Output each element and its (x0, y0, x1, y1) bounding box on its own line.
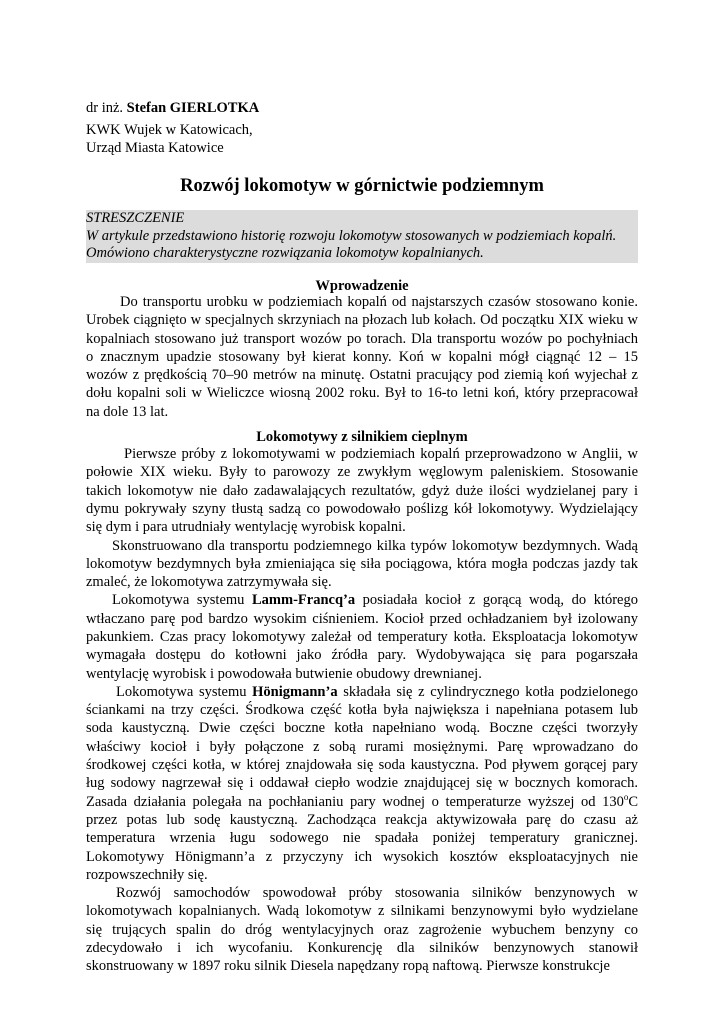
bold-term: Hönigmann’a (252, 683, 338, 700)
text-line: takich lokomotyw nie dało zadawalających rezultatów, gdyż duże ilości wydzielanej pary i (86, 482, 638, 499)
text-line: soda kaustyczną. Dwie części boczne kotła napełniano wodą. Boczne części tworzyły (86, 720, 638, 737)
text-line: ściankami na trzy części. Środkowa część kotła była największa i napełniana potasem lub (86, 702, 638, 719)
bold-term: Lamm-Francq’a (252, 592, 356, 609)
text-line: skonstruowany w 1897 roku silnik Diesela napędzany ropą naftową. Pierwsze konstrukcje (86, 958, 610, 975)
text-line: wentylację wyrobisk i powodowała butwienie obudowy drewnianej. (86, 665, 482, 682)
text-line: Rozwój samochodów spowodował próby stosowania silników benzynowych w (116, 885, 638, 902)
text-line: ług sodowy nagrzewał się i oddawał ciepło wodzie znajdującej się w bocznych komorach. (86, 775, 638, 792)
text-line: Lokomotywy Hönigmann’a z przyczyny ich wysokich kosztów eksploatacyjnych nie (86, 848, 638, 865)
text-line: wtłaczano parę pod bardzo wysokim ciśnieniem. Kocioł przed ochładzaniem był izolowany (86, 610, 638, 627)
abstract-box (86, 210, 638, 263)
text-line: wozów z prędkością 70–90 metrów na minutę. Ostatni pracujący pod ziemią koń wyjechał z (86, 367, 638, 384)
text-line: się trujących spalin do dróg wentylacyjnych oraz zagrożenie wybuchem benzyny co (86, 921, 638, 938)
paragraph (86, 591, 638, 682)
text-line: Lokomotywa systemu Hönigmann’a składała się z cylindrycznego kotła podzielonego (116, 683, 638, 700)
author-line (86, 99, 259, 118)
author-name: Stefan GIERLOTKA (126, 100, 260, 116)
section-heading: Wprowadzenie (315, 278, 409, 294)
paragraph (86, 445, 638, 536)
paragraph (86, 683, 638, 884)
text-line: kopalniach stosowano już transport wozów po torach. Dla transportu wozów po pochyłniach (86, 330, 638, 347)
section-heading: Lokomotywy z silnikiem cieplnym (256, 429, 468, 445)
text-line: Pierwsze próby z lokomotywami w podziemiach kopalń przeprowadzono w Anglii, w (124, 446, 638, 462)
text-line: o znacznym upadzie stosowany był kierat konny. Koń w kopalni mógł ciągnąć 12 – 15 (86, 348, 638, 365)
text-line: Urobek ciągnięto w specjalnych skrzyniach na płozach lub kołach. Od początku XIX wieku w (86, 312, 638, 329)
text-line: właściwy kocioł i były połączone z sobą rurami mosiężnymi. Parę wprowadzano do (86, 738, 638, 755)
text-line: dymu pokrywały szyny tłustą sadzą co powodowało poślizg kół lokomotywy. Wydzielający (86, 500, 638, 517)
superscript: o (623, 792, 629, 802)
abstract-line: W artykule przedstawiono historię rozwoju lokomotyw stosowanych w podziemiach kopalń. (86, 227, 617, 244)
text-line: lokomotywach kopalnianych. Wadą lokomotyw z silnikami benzynowymi było wydzielane (86, 903, 638, 920)
abstract-line: Omówiono charakterystyczne rozwiązania lokomotyw kopalnianych. (86, 245, 484, 261)
text-line: dołu kopalni soli w Wieliczce wiosną 2002 roku. Był to 16-to letni koń, który przepracował (86, 385, 638, 402)
paragraph (86, 293, 638, 421)
author-prefix: dr inż. (86, 100, 127, 116)
text-line: Skonstruowano dla transportu podziemnego kilka typów lokomotyw bezdymnych. Wadą (112, 537, 638, 554)
text-line: Zasada działania polegała na pochłanianiu pary wodnej o temperaturze wyższej od 130$^o$C (86, 792, 638, 810)
text-line: Do transportu urobku w podziemiach kopalń od najstarszych czasów stosowano konie. (120, 294, 638, 310)
text-line: zdecydowało i ich wycofaniu. Konkurencję dla silników benzynowych stanowił (86, 940, 638, 957)
affiliation-line-1: KWK Wujek w Katowicach, (86, 122, 253, 138)
text-line: przez potas lub sodę kaustyczną. Zachodząca reakcja aktywizowała parę do czasu aż (86, 811, 638, 828)
abstract-label: STRESZCZENIE (86, 210, 185, 226)
paper-title: Rozwój lokomotyw w górnictwie podziemnym (180, 176, 544, 196)
text-line: temperatura wrzenia ługu sodowego nie spadała poniżej temperatury granicznej. (86, 830, 638, 847)
text-line: wymagała dostępu do kotłowni jako źródła pary. Wydobywająca się para pogarszała (86, 647, 638, 664)
text-line: zmaleć, że lokomotywa zatrzymywała się. (86, 574, 332, 591)
affiliation-line-2: Urząd Miasta Katowice (86, 140, 224, 156)
affiliation (86, 121, 253, 157)
text-line: na dole 13 lat. (86, 403, 169, 420)
paragraph (86, 884, 638, 975)
text-line: połowie XIX wieku. Były to parowozy ze zwykłym węglowym paleniskiem. Stosowanie (86, 464, 638, 481)
text-line: się dym i para utrudniały wentylację wyrobisk kopalni. (86, 519, 406, 536)
text-line: środkowej części kotła, w której znajdowała się soda kaustyczna. Pod pływem gorącej pary (86, 757, 638, 774)
text-line: rozpowszechniły się. (86, 866, 208, 883)
text-line: Lokomotywa systemu Lamm-Francq’a posiadała kocioł z gorącą wodą, do którego (112, 592, 638, 609)
paragraph (86, 537, 638, 592)
text-line: pakunkiem. Czas pracy lokomotywy zależał od temperatury kotła. Eksploatacja lokomotyw (86, 628, 638, 645)
text-line: lokomotyw bezdymnych była zmieniająca się siła pociągowa, która mogła podczas jazdy tak (86, 555, 638, 572)
